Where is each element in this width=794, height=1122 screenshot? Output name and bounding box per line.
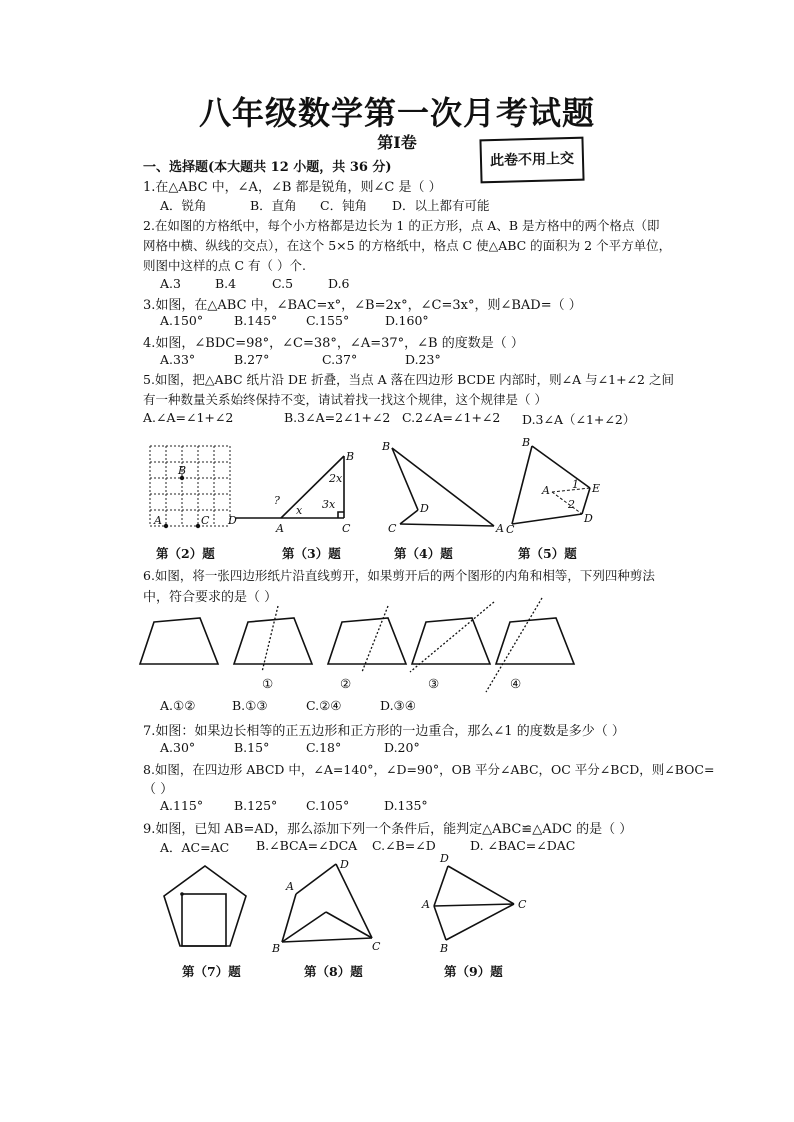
q6-option-c: C.②④	[306, 698, 342, 713]
q4-stem: 4.如图，∠BDC=98°，∠C=38°，∠A=37°，∠B 的度数是（ ）	[143, 336, 524, 351]
fig5-label-d: D	[584, 512, 593, 525]
q6-mark-3: ③	[428, 676, 440, 691]
q9-option-d: D. ∠BAC=∠DAC	[470, 838, 576, 853]
q5-option-a: A.∠A=∠1+∠2	[143, 410, 234, 425]
fig9-label-a: A	[422, 898, 430, 911]
q6-mark-2: ②	[340, 676, 352, 691]
q2-option-a: A.3	[160, 276, 181, 291]
q6-line2: 中，符合要求的是（ ）	[143, 590, 278, 605]
q6-cut-1	[232, 606, 314, 672]
q4-option-a: A.33°	[160, 352, 196, 367]
page-title: 八年级数学第一次月考试题	[198, 94, 595, 132]
fig3-label-b: B	[346, 450, 355, 463]
q2-option-b: B.4	[215, 276, 237, 291]
fig4-label-b: B	[382, 440, 391, 453]
volume-label: 第Ⅰ卷	[377, 133, 417, 152]
q1-option-d: D．以上都有可能	[392, 198, 490, 213]
q9-option-c: C.∠B=∠D	[372, 838, 436, 853]
q7-option-d: D.20°	[384, 740, 420, 755]
fig7-pentagon-square-figure	[160, 864, 250, 950]
q4-option-c: C.37°	[322, 352, 358, 367]
q7-option-c: C.18°	[306, 740, 342, 755]
fig8-label-c: C	[372, 940, 381, 953]
q6-option-d: D.③④	[380, 698, 416, 713]
fig3-label-d: D	[228, 514, 237, 527]
fig8-label-b: B	[272, 942, 281, 955]
fig3-label-2x: 2x	[329, 472, 343, 485]
q2-line2: 网格中横、纵线的交点），在这个 5×5 的方格纸中，格点 C 使△ABC 的面积为 2 个平方单位，	[143, 238, 672, 253]
fig5-label-e: E	[592, 482, 601, 495]
q1-option-a: A．锐角	[160, 198, 207, 213]
fig9-label-c: C	[518, 898, 527, 911]
q3-option-a: A.150°	[160, 313, 204, 328]
q9-option-a: A．AC=AC	[160, 840, 230, 855]
q3-option-c: C.155°	[306, 313, 350, 328]
q2-option-c: C.5	[272, 276, 294, 291]
caption-fig7: 第（7）题	[182, 964, 241, 979]
fig3-label-x: x	[296, 504, 303, 517]
fig3-label-a: A	[276, 522, 284, 535]
q8-option-b: B.125°	[234, 798, 278, 813]
q2-line1: 2.在如图的方格纸中，每个小方格都是边长为 1 的正方形，点 A、B 是方格中的两个格点（即	[143, 218, 660, 233]
section-heading: 一、选择题(本大题共 12 小题，共 36 分)	[143, 160, 392, 175]
fig3-label-3x: 3x	[322, 498, 336, 511]
q5-line2: 有一种数量关系始终保持不变，请试着找一找这个规律，这个规律是（ ）	[143, 392, 547, 407]
q1-stem: 1.在△ABC 中，∠A，∠B 都是锐角，则∠C 是（ ）	[143, 180, 442, 195]
fig8-quadrilateral-figure	[268, 856, 388, 956]
fig3-triangle-figure	[226, 448, 356, 538]
caption-fig4: 第（4）题	[394, 546, 453, 561]
fig5-label-b: B	[522, 436, 531, 449]
q3-option-d: D.160°	[385, 313, 429, 328]
q6-cut-4	[486, 598, 576, 692]
q7-option-b: B.15°	[234, 740, 270, 755]
q7-option-a: A.30°	[160, 740, 196, 755]
fig9-label-b: B	[440, 942, 449, 955]
caption-fig8: 第（8）题	[304, 964, 363, 979]
q5-option-b: B.3∠A=2∠1+∠2	[284, 410, 391, 425]
fig4-label-a: A	[496, 522, 504, 535]
q3-option-b: B.145°	[234, 313, 278, 328]
q8-option-c: C.105°	[306, 798, 350, 813]
q1-option-c: C．钝角	[320, 198, 368, 213]
q2-option-d: D.6	[328, 276, 350, 291]
caption-fig5: 第（5）题	[518, 546, 577, 561]
q1-option-b: B．直角	[250, 198, 297, 213]
q2-line3: 则图中这样的点 C 有（ ）个.	[143, 258, 306, 273]
q6-line1: 6.如图，将一张四边形纸片沿直线剪开，如果剪开后的两个图形的内角和相等，下列四种剪法	[143, 568, 655, 583]
q4-option-b: B.27°	[234, 352, 270, 367]
fig4-label-d: D	[420, 502, 429, 515]
q6-mark-1: ①	[262, 676, 274, 691]
fig2-grid-figure	[150, 446, 230, 526]
q9-option-b: B.∠BCA=∠DCA	[256, 838, 358, 853]
stamp-box: 此卷不用上交	[479, 137, 584, 184]
fig5-label-1: 1	[572, 478, 579, 491]
fig9-kite-figure	[418, 852, 538, 956]
q7-stem: 7.如图：如果边长相等的正五边形和正方形的一边重合，那么∠1 的度数是多少（ ）	[143, 724, 625, 739]
q3-stem: 3.如图，在△ABC 中，∠BAC=x°，∠B=2x°，∠C=3x°，则∠BAD=（ ）	[143, 298, 582, 313]
q8-line1: 8.如图，在四边形 ABCD 中，∠A=140°，∠D=90°，OB 平分∠ABC，OC 平分∠BCD，则∠BOC=	[143, 762, 715, 777]
q6-option-b: B.①③	[232, 698, 268, 713]
q5-option-c: C.2∠A=∠1+∠2	[402, 410, 501, 425]
q5-line1: 5.如图，把△ABC 纸片沿 DE 折叠，当点 A 落在四边形 BCDE 内部时，则∠A 与∠1+∠2 之间	[143, 372, 674, 387]
fig9-label-d: D	[440, 852, 449, 865]
q6-original-quadrilateral	[138, 618, 220, 668]
q8-line2: （ ）	[143, 782, 174, 797]
caption-fig3: 第（3）题	[282, 546, 341, 561]
fig2-label-b: B	[178, 464, 187, 477]
fig5-label-c: C	[506, 523, 515, 536]
q6-cut-3	[410, 602, 496, 674]
q6-mark-4: ④	[510, 676, 522, 691]
q9-stem: 9.如图，已知 AB=AD，那么添加下列一个条件后，能判定△ABC≌△ADC 的是（ ）	[143, 822, 633, 837]
fig5-fold-figure	[506, 436, 616, 536]
fig2-label-a: A	[154, 514, 162, 527]
fig4-quadrilateral-figure	[380, 438, 510, 536]
fig5-label-2: 2	[568, 498, 575, 511]
fig2-label-c: C	[201, 514, 210, 527]
fig4-label-c: C	[388, 522, 397, 535]
fig3-label-c: C	[342, 522, 351, 535]
caption-fig2: 第（2）题	[156, 546, 215, 561]
fig5-label-a: A	[542, 484, 550, 497]
q4-option-d: D.23°	[405, 352, 441, 367]
caption-fig9: 第（9）题	[444, 964, 503, 979]
q6-option-a: A.①②	[160, 698, 196, 713]
fig8-label-a: A	[286, 880, 294, 893]
q6-cut-2	[326, 606, 408, 672]
fig3-label-question: ?	[274, 494, 280, 507]
fig8-label-d: D	[340, 858, 349, 871]
q8-option-d: D.135°	[384, 798, 428, 813]
q5-option-d: D.3∠A（∠1+∠2）	[522, 412, 636, 427]
q8-option-a: A.115°	[160, 798, 204, 813]
